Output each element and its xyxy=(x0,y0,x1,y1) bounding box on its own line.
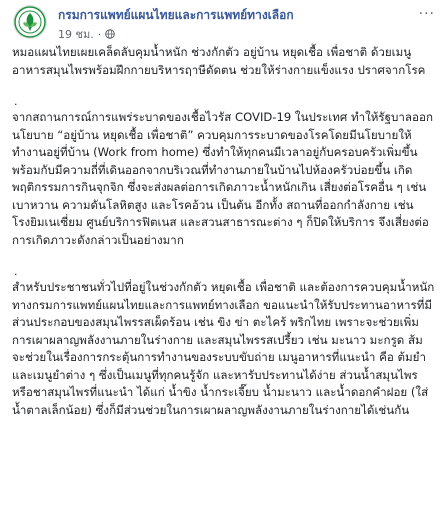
post-paragraph-advice: สำหรับประชาชนทั่วไปที่อยู่ในช่วงกักตัว หยุดเชื้อ เพื่อชาติ และต้องการควบคุมน้ำหนัก ทางกรมการแพทย์แผนไทยและการแพทย์ทางเลือก ขอแนะนำให้รับประทานอาหารที่มีส่วนประกอบของสมุนไพรรสเผ็ดร้อน เช่น ขิง ข่า ตะไคร้ พริกไทย เพราะจะช่วยเพิ่มการเผาผลาญพลังงานภายในร่างกาย และสมุนไพรรสเปรี้ยว เช่น มะนาว มะกรูด ส้ม จะช่วยในเรื่องการกระตุ้นการทำงานของระบบขับถ่าย เมนูอาหารที่แนะนำ คือ ต้มยำ และเมนูยำต่าง ๆ ซึ่งเป็นเมนูที่ทุกคนรู้จัก และหารับประทานได้ง่าย ส่วนน้ำสมุนไพรหรือชาสมุนไพรที่แนะนำ ได้แก่ น้ำขิง น้ำกระเจี๊ยบ น้ำมะนาว และน้ำดอกคำฝอย (ใส่น้ำตาลเล็กน้อย) ซึ่งก็มีส่วนช่วยในการเผาผลาญพลังงานภายในร่างกายได้เช่นกัน xyxy=(12,280,435,417)
meta-separator: · xyxy=(97,27,102,41)
post-body xyxy=(0,44,447,419)
page-avatar[interactable] xyxy=(13,5,47,39)
more-options-button[interactable]: ··· xyxy=(418,6,435,22)
globe-icon[interactable] xyxy=(105,29,115,39)
page-name-link[interactable]: กรมการแพทย์แผนไทยและการแพทย์ทางเลือก xyxy=(58,8,294,22)
spacer xyxy=(12,79,435,95)
post-timestamp[interactable]: 19 ชม. xyxy=(58,28,94,41)
dtam-logo-icon xyxy=(14,6,46,38)
spacer xyxy=(12,249,435,265)
post-header xyxy=(0,0,447,44)
post-meta xyxy=(58,25,115,43)
spacer-dot: . xyxy=(14,95,18,108)
spacer-dot: . xyxy=(14,265,18,278)
post-paragraph-background: จากสถานการณ์การแพร่ระบาดของเชื้อไวรัส COVID-19 ในประเทศ ทำให้รัฐบาลออกนโยบาย “อยู่บ้าน หยุดเชื้อ เพื่อชาติ” ควบคุมการระบาดของโรคโดยมีนโยบายให้ทำงานอยู่ที่บ้าน (Work from home) ซึ่งทำให้ทุกคนมีเวลาอยู่กับครอบครัวเพิ่มขึ้น พร้อมกับมีความถี่ที่เดินออกจากบริเวณที่ทำงานภายในบ้านไปห้องครัวบ่อยขึ้น เกิดพฤติกรรมการกินจุกจิก ซึ่งจะส่งผลต่อการเกิดภาวะน้ำหนักเกิน เสี่ยงต่อโรคอื่น ๆ เช่น เบาหวาน ความดันโลหิตสูง และโรคอ้วน เป็นต้น อีกทั้ง สถานที่ออกกำลังกาย เช่น โรงยิมเนเซี่ยม ศูนย์บริการฟิตเนส และสวนสาธารณะต่าง ๆ ก็ปิดให้บริการ จึงเสี่ยงต่อการเกิดภาวะดังกล่าวเป็นอย่างมาก xyxy=(12,110,433,247)
post-paragraph-headline: หมอแผนไทยเผยเคล็ดลับคุมน้ำหนัก ช่วงกักตัว อยู่บ้าน หยุดเชื้อ เพื่อชาติ ด้วยเมนูอาหารสมุนไพรพร้อมฝึกกายบริหารฤาษีดัดตน ช่วยให้ร่างกายแข็งแรง ปราศจากโรค xyxy=(12,45,426,77)
